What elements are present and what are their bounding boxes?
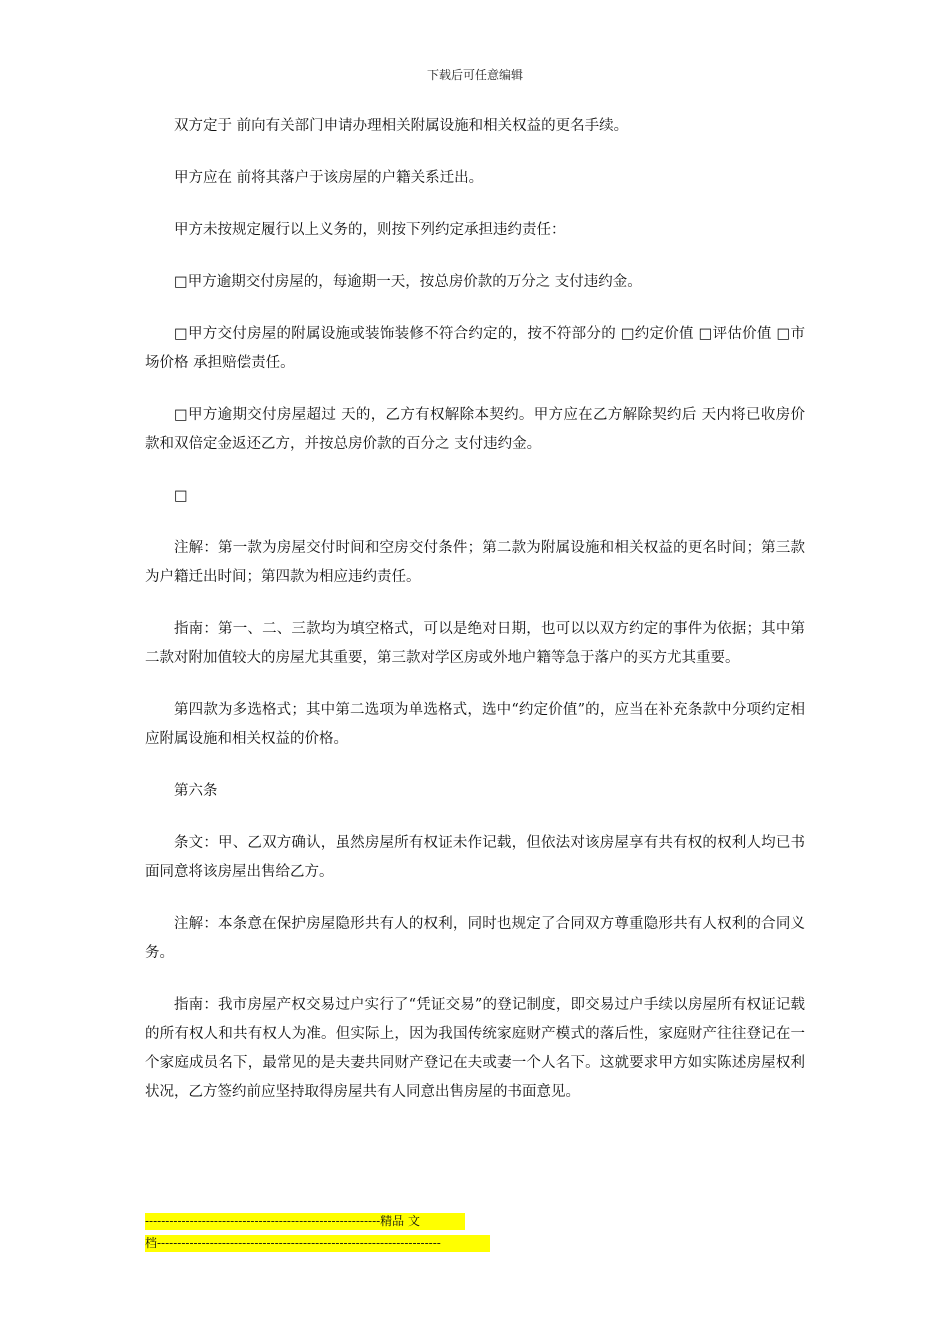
paragraph-guide: 指南：第一、二、三款均为填空格式，可以是绝对日期，也可以以双方约定的事件为依据；其中第二款对附加值较大的房屋尤其重要，第三款对学区房或外地户籍等急于落户的买方尤其重要。 xyxy=(145,621,805,666)
paragraph-option-termination: □甲方逾期交付房屋超过 天的，乙方有权解除本契约。甲方应在乙方解除契约后 天内将已收房价款和双倍定金返还乙方，并按总房价款的百分之 支付违约金。 xyxy=(145,407,805,452)
paragraph-household-move: 甲方应在 前将其落户于该房屋的户籍关系迁出。 xyxy=(174,170,484,186)
page-header: 下载后可任意编辑 xyxy=(426,68,523,82)
paragraph-liability-intro: 甲方未按规定履行以上义务的，则按下列约定承担违约责任： xyxy=(174,222,566,238)
paragraph-empty-checkbox: □ xyxy=(174,488,188,504)
paragraph-article-six-guide: 指南：我市房屋产权交易过户实行了“凭证交易”的登记制度，即交易过户手续以房屋所有权证记载的所有权人和共有权人为准。但实际上，因为我国传统家庭财产模式的落后性，家庭财产往往登记在一个家庭成员名下，最常见的是夫妻共同财产登记在夫或妻一个人名下。这就要求甲方如实陈述房屋权利状况，乙方签约前应坚持取得房屋共有人同意出售房屋的书面意见。 xyxy=(145,997,805,1100)
paragraph-article-six-text: 条文：甲、乙双方确认，虽然房屋所有权证未作记载，但依法对该房屋享有共有权的权利人均已书面同意将该房屋出售给乙方。 xyxy=(145,835,805,880)
paragraph-article-six-note: 注解：本条意在保护房屋隐形共有人的权利，同时也规定了合同双方尊重隐形共有人权利的合同义务。 xyxy=(145,916,805,961)
paragraph-option-facilities: □甲方交付房屋的附属设施或装饰装修不符合约定的，按不符部分的 □约定价值 □评估价值 □市场价格 承担赔偿责任。 xyxy=(145,326,805,371)
paragraph-note: 注解：第一款为房屋交付时间和空房交付条件；第二款为附属设施和相关权益的更名时间；第三款为户籍迁出时间；第四款为相应违约责任。 xyxy=(145,540,805,585)
paragraph-rename-deadline: 双方定于 前向有关部门申请办理相关附属设施和相关权益的更名手续。 xyxy=(174,118,629,134)
paragraph-guide-continued: 第四款为多选格式；其中第二选项为单选格式，选中“约定价值”的，应当在补充条款中分项约定相应附属设施和相关权益的价格。 xyxy=(145,702,805,747)
footer-line-1: ----------------------------------------------------------精品 文 xyxy=(145,1213,465,1230)
article-six-heading: 第六条 xyxy=(174,783,218,799)
footer-line-2: 档---------------------------------------------------------------------- xyxy=(145,1235,490,1252)
paragraph-option-late-delivery: □甲方逾期交付房屋的，每逾期一天，按总房价款的万分之 支付违约金。 xyxy=(174,274,642,290)
document-body xyxy=(145,112,805,1130)
page-footer xyxy=(145,1213,495,1257)
